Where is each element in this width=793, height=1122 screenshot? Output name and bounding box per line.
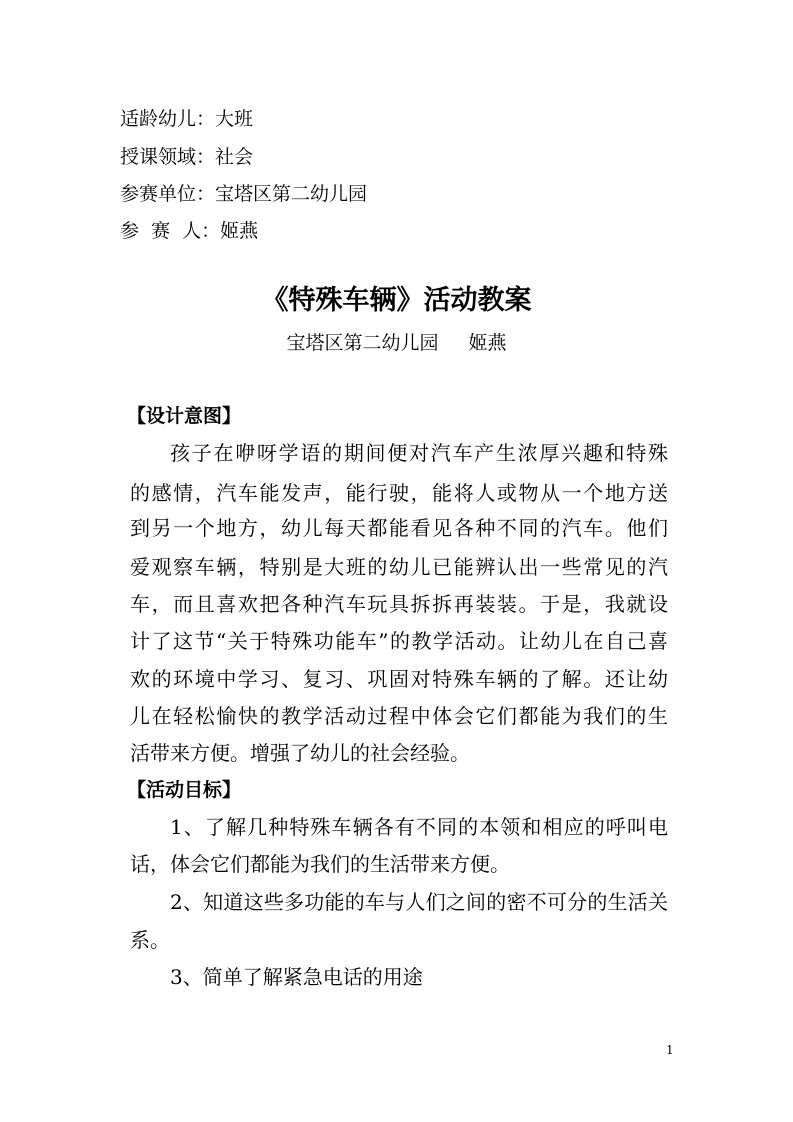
meta-unit: 参赛单位：宝塔区第二幼儿园 [120,183,368,205]
goal-line: 系。 [130,928,170,952]
goal-line: 3、简单了解紧急电话的用途 [170,965,423,989]
design-heading: 【设计意图】 [127,405,242,427]
subtitle-author: 姬燕 [468,332,507,354]
goals-heading: 【活动目标】 [127,779,242,801]
meta-age: 适龄幼儿：大班 [120,108,254,130]
goal-line: 2、知道这些多功能的车与人们之间的密不可分的生活关 [170,890,668,914]
design-line: 儿在轻松愉快的教学活动过程中体会它们都能为我们的生 [130,704,668,728]
meta-participant: 参 赛 人：姬燕 [120,220,259,242]
design-line: 活带来方便。增强了幼儿的社会经验。 [130,741,470,765]
page-number: 1 [666,1043,674,1057]
goal-line: 1、了解几种特殊车辆各有不同的本领和相应的呼叫电 [170,815,668,839]
design-line: 计了这节“关于特殊功能车”的教学活动。让幼儿在自己喜 [130,629,668,653]
design-line: 欢的环境中学习、复习、巩固对特殊车辆的了解。还让幼 [130,667,668,691]
design-line: 爱观察车辆，特别是大班的幼儿已能辨认出一些常见的汽 [130,555,668,579]
design-line: 的感情，汽车能发声，能行驶，能将人或物从一个地方送 [130,481,668,505]
design-line: 车，而且喜欢把各种汽车玩具拆拆再装装。于是，我就设 [130,592,668,616]
document-title: 《特殊车辆》活动教案 [261,285,532,316]
goal-line: 话，体会它们都能为我们的生活带来方便。 [130,852,510,876]
design-line: 到另一个地方，幼儿每天都能看见各种不同的汽车。他们 [130,516,668,540]
document-subtitle [0,331,793,355]
meta-domain: 授课领域：社会 [120,146,254,168]
design-line: 孩子在咿呀学语的期间便对汽车产生浓厚兴趣和特殊 [170,441,668,465]
subtitle-school: 宝塔区第二幼儿园 [286,332,439,354]
